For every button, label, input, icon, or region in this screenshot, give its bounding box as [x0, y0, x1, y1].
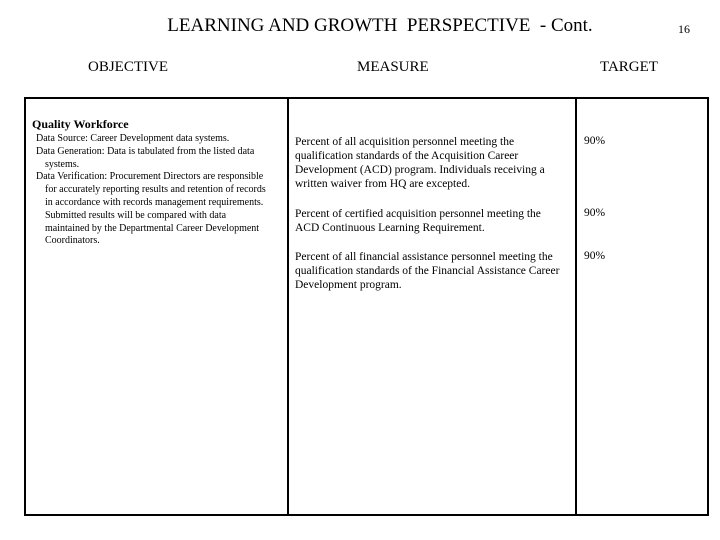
- measure-1: Percent of all acquisition personnel meeting the qualification standards of the Acquisition Career Development (ACD) program. Individuals receiving a written waiver from HQ are excepted.: [295, 136, 545, 190]
- data-verification-text: Data Verification: Procurement Directors are responsible for accurately reporting results and retention of records in accordance with records management requirements. Submitted results will be compared with data maintained by the Departmental Career Development Coordinators.: [36, 171, 266, 247]
- measure-3: Percent of all financial assistance personnel meeting the qualification standards of the Financial Assistance Career Development program.: [295, 251, 560, 291]
- data-generation-text: Data Generation: Data is tabulated from the listed data systems.: [36, 145, 255, 170]
- objective-title: Quality Workforce: [32, 117, 129, 131]
- page-number: 16: [678, 22, 690, 36]
- target-3: 90%: [584, 250, 606, 262]
- column-header-measure: MEASURE: [357, 59, 429, 75]
- objective-details: [36, 133, 272, 248]
- measure-2: Percent of certified acquisition personnel meeting the ACD Continuous Learning Requirement.: [295, 208, 541, 234]
- column-divider-2: [575, 97, 577, 516]
- column-divider-1: [287, 97, 289, 516]
- column-header-target: TARGET: [600, 59, 658, 75]
- target-1: 90%: [584, 135, 606, 147]
- target-2: 90%: [584, 207, 606, 219]
- page-title: LEARNING AND GROWTH PERSPECTIVE - Cont.: [167, 15, 593, 36]
- column-header-objective: OBJECTIVE: [88, 59, 168, 75]
- data-source-text: Data Source: Career Development data systems.: [36, 133, 230, 144]
